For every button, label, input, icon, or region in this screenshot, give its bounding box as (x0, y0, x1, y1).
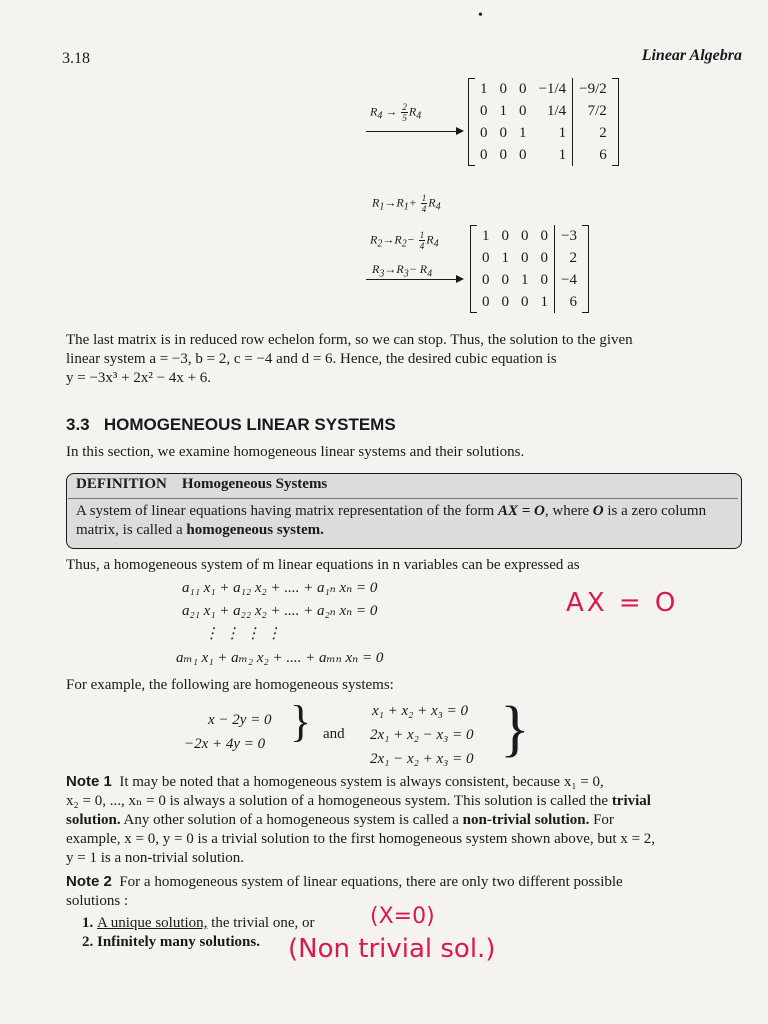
note-1-text: Any other solution of a homogeneous system is called a (120, 812, 463, 828)
section-intro: In this section, we examine homogeneous linear systems and their solutions. (66, 444, 525, 460)
note-1-trivial: trivial (611, 793, 651, 809)
matrix-cell: 0 (521, 227, 529, 244)
note-2-item-1 (82, 914, 314, 933)
matrix-cell: 0 (540, 271, 548, 288)
example-right-eq-3: 2x₁ − x₂ + x₃ = 0 (370, 751, 474, 767)
note-2-text: For a homogeneous system of linear equations, there are only two different possible (119, 874, 623, 890)
note-1-solution: solution. (66, 812, 121, 828)
matrix-cell: 0 (519, 146, 527, 163)
note-1-text: y = 1 is a non-trivial solution. (66, 850, 245, 866)
note-2-label: Note 2 (66, 873, 112, 890)
matrix-cell: 0 (540, 227, 548, 244)
matrix-cell: 0 (519, 102, 527, 119)
matrix-cell: −3 (555, 225, 583, 247)
matrix-cell: 1/4 (546, 102, 567, 119)
matrix-cell: 1 (499, 102, 507, 119)
examples-lead: For example, the following are homogeneous systems: (66, 677, 394, 693)
note-1-label: Note 1 (66, 773, 112, 790)
matrix-cell: −9/2 (573, 78, 613, 100)
conclusion-line-1: The last matrix is in reduced row echelon form, so we can stop. Thus, the solution to the given (66, 332, 633, 348)
matrix-cell: 1 (558, 124, 567, 141)
conclusion-line-2: linear system a = −3, b = 2, c = −4 and d = 6. Hence, the desired cubic equation is (66, 351, 557, 367)
matrix-cell: 0 (480, 146, 488, 163)
matrix-cell: 0 (540, 249, 548, 266)
matrix-cell: 1 (480, 80, 488, 97)
conclusion-paragraph (66, 331, 746, 388)
handwritten-non-trivial-note: (Non trivial sol.) (288, 934, 496, 964)
matrix-row (476, 291, 583, 313)
matrix-row (476, 225, 583, 247)
item-1-text: the trivial one, or (207, 915, 315, 931)
examples-and: and (323, 726, 345, 742)
matrix-cell: 1 (540, 293, 548, 310)
matrix-cell: 6 (573, 144, 613, 166)
definition-label: DEFINITION (76, 476, 167, 492)
example-right-eq-2: 2x₁ + x₂ − x₃ = 0 (370, 727, 474, 743)
note-1-text: For (589, 812, 614, 828)
matrix-row (474, 122, 613, 144)
handwritten-ax-equals-o: AX = O (566, 588, 679, 618)
note-1-text: It may be noted that a homogeneous system is always consistent, because x₁ = 0, (119, 774, 604, 790)
matrix-row (474, 144, 613, 166)
definition-text-part: , where (544, 503, 593, 519)
definition-o: O (592, 503, 604, 519)
matrix-cell: 0 (499, 146, 507, 163)
matrix-cell: 1 (519, 124, 527, 141)
matrix-cell: 1 (521, 271, 529, 288)
note-1-text: example, x = 0, y = 0 is a trivial solution to the first homogeneous system shown above, but x = 2, (66, 831, 656, 847)
matrix-row (476, 247, 583, 269)
row-operation-r2: $R_2\to R_2-$ $\frac{1}{4}$ $R_4$ (370, 230, 439, 251)
matrix-cell: 1 (558, 146, 567, 163)
handwritten-x-equals-0: (X=0) (370, 904, 435, 929)
matrix-cell: 1 (501, 249, 509, 266)
matrix-row (474, 100, 613, 122)
item-number: 1. (82, 915, 94, 931)
example-right-eq-1: x₁ + x₂ + x₃ = 0 (372, 703, 468, 719)
general-equation-1: a₁₁ x₁ + a₁₂ x₂ + .... + a₁ₙ xₙ = 0 (182, 580, 378, 596)
section-number: 3.3 (66, 415, 90, 434)
matrix-cell: 0 (482, 249, 490, 266)
definition-form: AX = O (497, 503, 545, 519)
example-left-eq-1: x − 2y = 0 (208, 712, 272, 728)
augmented-matrix-1 (468, 78, 619, 166)
matrix-cell: −4 (555, 269, 583, 291)
matrix-cell: −1/4 (538, 80, 567, 97)
matrix-cell: 0 (499, 124, 507, 141)
page-number: 3.18 (62, 50, 90, 67)
general-equation-2: a₂₁ x₁ + a₂₂ x₂ + .... + a₂ₙ xₙ = 0 (182, 603, 378, 619)
right-brace-right-system: } (500, 695, 530, 763)
matrix-cell: 0 (480, 124, 488, 141)
definition-text-part: is a zero column matrix, is called a (76, 503, 707, 538)
definition-text (76, 502, 736, 540)
note-1-text: x₂ = 0, ..., xₙ = 0 is always a solution of a homogeneous system. This solution is called the (66, 793, 612, 809)
general-vertical-dots: ⋮ ⋮ ⋮ ⋮ (204, 626, 283, 642)
item-1-underlined: A unique solution, (97, 915, 208, 931)
arrow (366, 279, 462, 280)
matrix-cell: 2 (555, 247, 583, 269)
matrix-cell: 1 (482, 227, 490, 244)
book-title: Linear Algebra (641, 47, 742, 64)
matrix-cell: 0 (480, 102, 488, 119)
item-number: 2. (82, 934, 94, 950)
section-title: HOMOGENEOUS LINEAR SYSTEMS (103, 415, 396, 434)
definition-title (76, 476, 327, 493)
matrix-cell: 7/2 (573, 100, 613, 122)
general-equation-m: aₘ₁ x₁ + aₘ₂ x₂ + .... + aₘₙ xₙ = 0 (176, 650, 384, 666)
arrow (366, 131, 462, 132)
row-operation-1: $R_4$ → $\frac{2}{5}$ $R_4$ (370, 102, 422, 123)
note-1-nontrivial: non-trivial solution. (462, 812, 590, 828)
note-2-text: solutions : (66, 893, 129, 909)
matrix-cell: 0 (521, 249, 529, 266)
matrix-cell: 0 (521, 293, 529, 310)
matrix-row (476, 269, 583, 291)
definition-divider (68, 498, 738, 499)
stray-dot: • (478, 8, 483, 23)
section-heading (66, 415, 396, 435)
example-left-eq-2: −2x + 4y = 0 (184, 736, 266, 752)
augmented-matrix-2 (470, 225, 589, 313)
matrix-cell: 0 (501, 271, 509, 288)
definition-text-part: A system of linear equations having matrix representation of the form (76, 503, 498, 519)
row-operation-r1: $R_1\to R_1+$ $\frac{1}{4}$ $R_4$ (372, 193, 441, 214)
note-2-item-2 (82, 933, 260, 952)
conclusion-line-3: y = −3x³ + 2x² − 4x + 6. (66, 370, 212, 386)
matrix-cell: 0 (519, 80, 527, 97)
definition-name: Homogeneous Systems (181, 476, 328, 492)
matrix-cell: 0 (501, 227, 509, 244)
matrix-cell: 0 (499, 80, 507, 97)
item-2-text: Infinitely many solutions. (97, 934, 260, 950)
matrix-cell: 2 (573, 122, 613, 144)
matrix-cell: 0 (501, 293, 509, 310)
matrix-cell: 0 (482, 293, 490, 310)
note-1 (66, 772, 738, 868)
right-brace-left-system: } (290, 697, 312, 746)
matrix-cell: 0 (482, 271, 490, 288)
row-operation-r3: $R_3\to R_3- R_4$ (372, 262, 433, 280)
matrix-row (474, 78, 613, 100)
definition-term: homogeneous system. (186, 522, 324, 538)
general-lead: Thus, a homogeneous system of m linear equations in n variables can be expressed as (66, 557, 580, 573)
matrix-cell: 6 (555, 291, 583, 313)
